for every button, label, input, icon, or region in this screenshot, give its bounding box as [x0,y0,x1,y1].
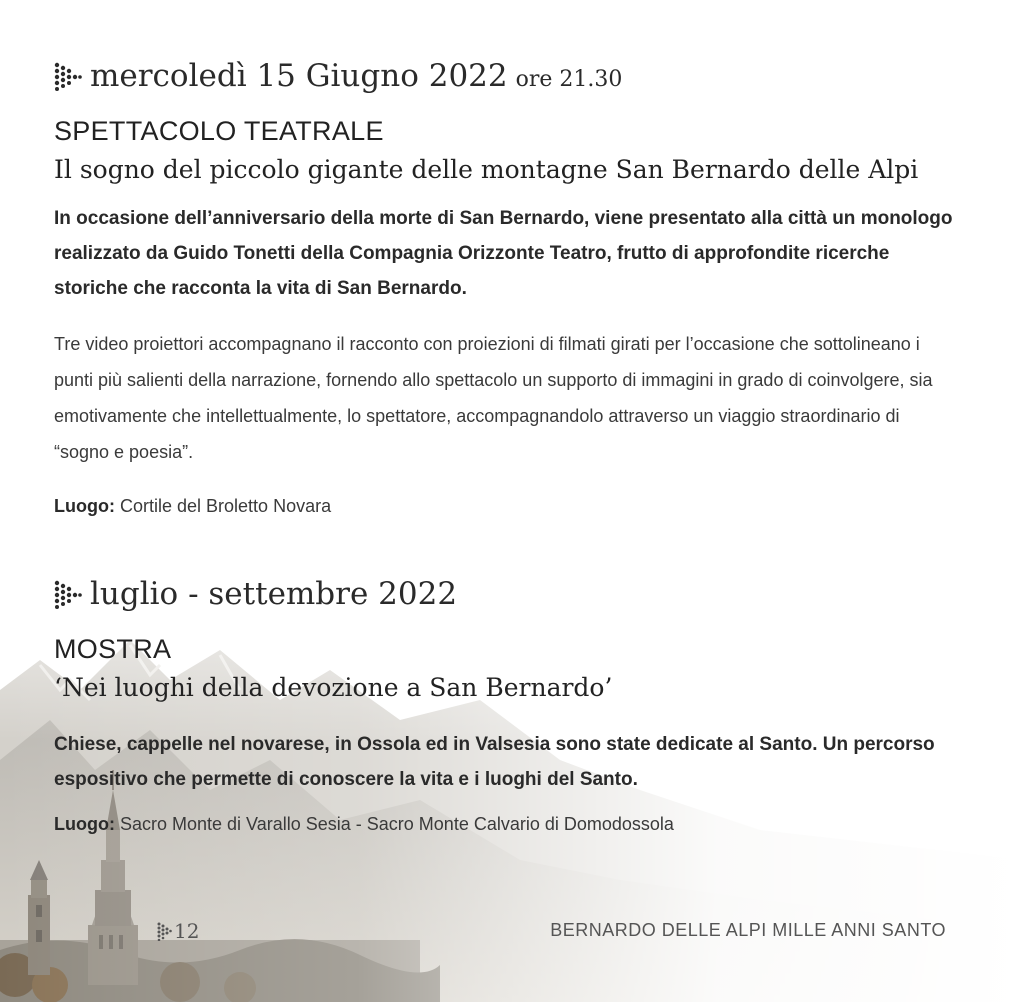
event1-place-value: Cortile del Broletto Novara [120,496,332,516]
event2-category: MOSTRA [54,634,172,664]
event2-date: luglio - settembre 2022 [90,576,458,612]
event2-date-heading [52,576,457,612]
dotted-arrow-icon [52,579,82,609]
event1-category: SPETTACOLO TEATRALE [54,116,384,146]
event2-place [54,814,674,835]
event1-title: Il sogno del piccolo gigante delle montagne San Bernardo delle Alpi [54,155,919,184]
event1-body-paragraph: Tre video proiettori accompagnano il racconto con proiezioni di filmati girati per l’occasione che sottolineano i punti più salienti della narrazione, fornendo allo spettacolo un supporto di immagini in grado di coinvolgere, sia emotivamente che intellettualmente, lo spettatore, accompagnandolo attraverso un viaggio straordinario di “sogno e poesia”. [54,334,933,462]
event1-date: mercoledì 15 Giugno 2022 [90,58,508,94]
page-number [156,919,199,943]
publication-title: BERNARDO DELLE ALPI MILLE ANNI SANTO [550,920,946,940]
event1-date-heading [52,58,622,94]
event2-place-label: Luogo: [54,814,115,834]
event1-place-label: Luogo: [54,496,115,516]
dotted-arrow-icon [156,921,172,941]
event1-time: ore 21.30 [515,66,623,92]
event2-title: ‘Nei luoghi della devozione a San Bernardo’ [54,673,613,702]
dotted-arrow-icon [52,61,82,91]
event1-lead-paragraph: In occasione dell’anniversario della morte di San Bernardo, viene presentato alla città un monologo realizzato da Guido Tonetti della Compagnia Orizzonte Teatro, frutto di approfondite ricerche storiche che racconta la vita di San Bernardo. [54,208,953,299]
page-number-value: 12 [174,919,200,943]
event2-lead-paragraph: Chiese, cappelle nel novarese, in Ossola ed in Valsesia sono state dedicate al Santo. Un percorso espositivo che permette di conoscere la vita e i luoghi del Santo. [54,734,935,790]
event1-place [54,496,331,517]
event2-place-value: Sacro Monte di Varallo Sesia - Sacro Monte Calvario di Domodossola [120,814,674,834]
